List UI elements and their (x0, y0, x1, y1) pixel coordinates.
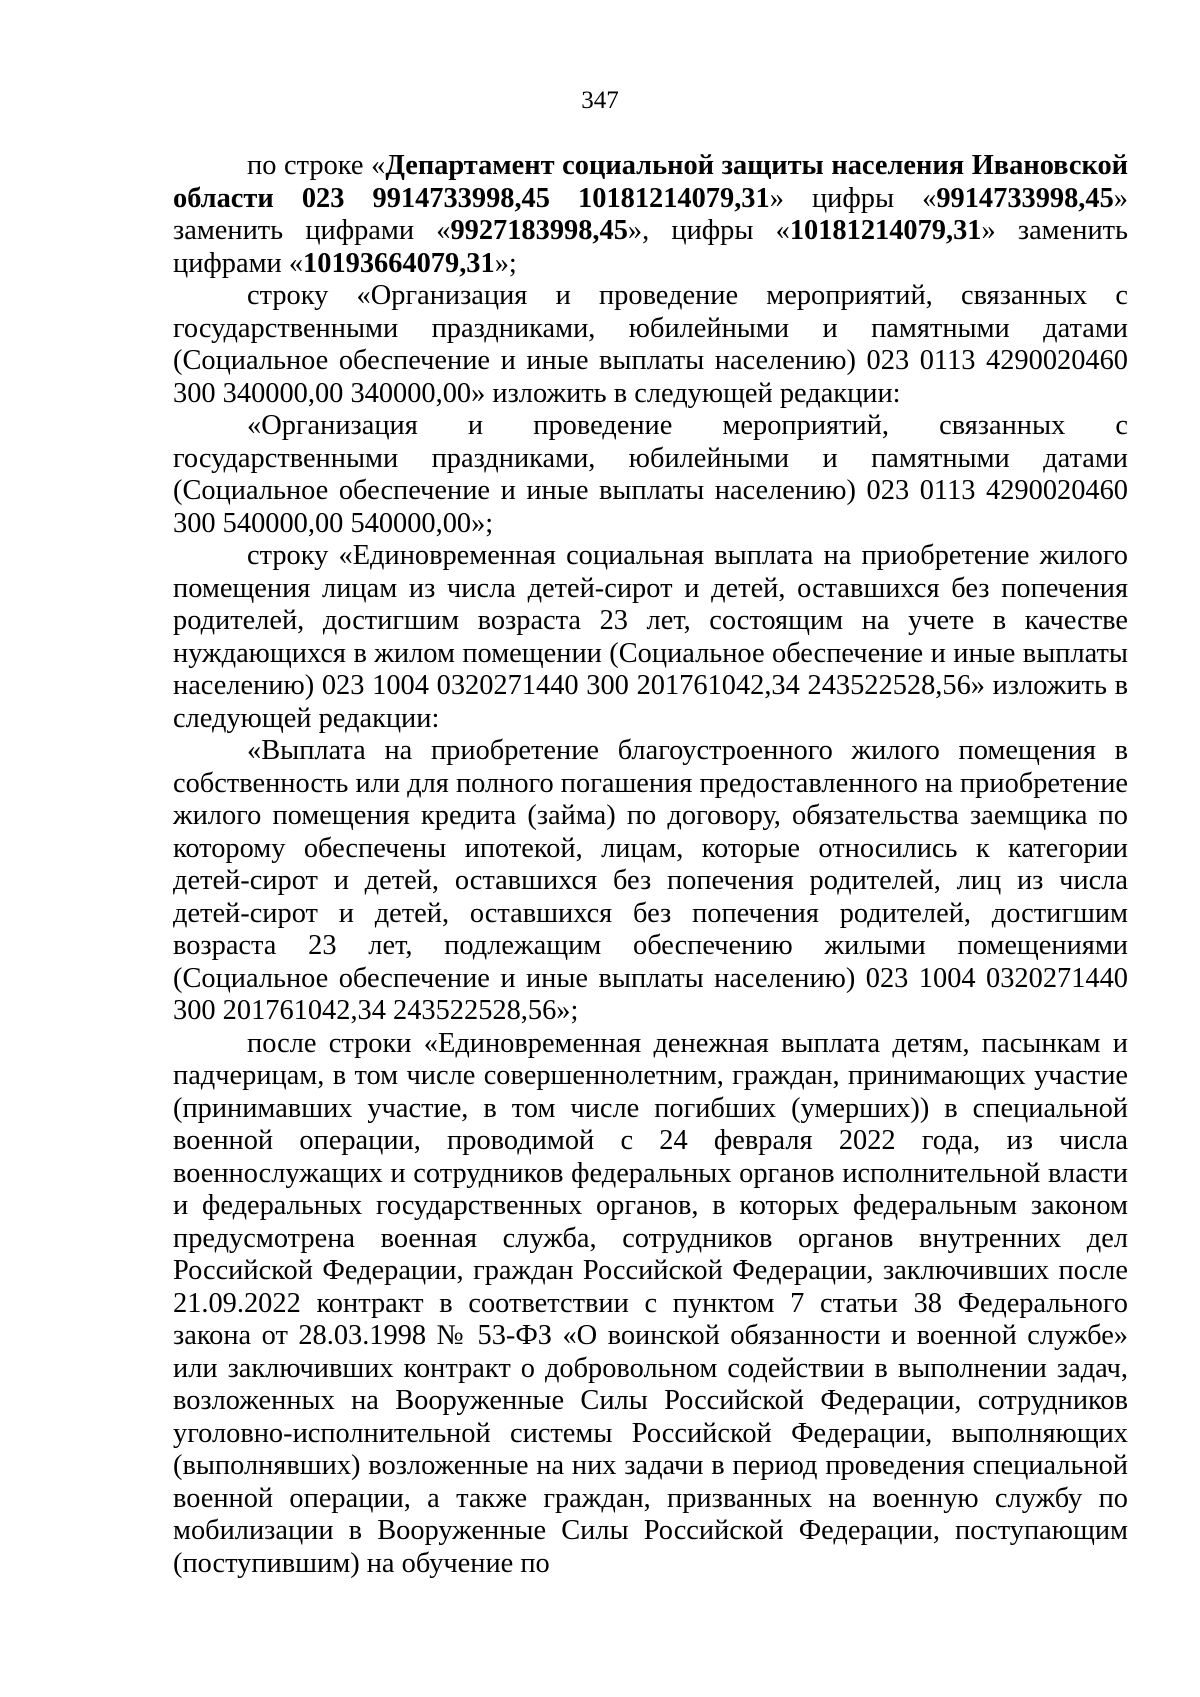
bold-fragment: 10181214079,31 (789, 215, 982, 246)
paragraph-housing-new-wording: «Выплата на приобретение благоустроенного жилого помещения в собственность или для полного погашения предоставленного на приобретение жилого помещения кредита (займа) по договору, обязательства заемщика по которому обеспечены ипотекой, лицам, которые относились к категории детей-сирот и детей, оставшихся без попечения родителей, лиц из числа детей-сирот и детей, оставшихся без попечения родителей, достигшим возраста 23 лет, подлежащим обеспечению жилыми помещениями (Социальное обеспечение и иные выплаты населению) 023 1004 0320271440 300 201761042,34 243522528,56»; (173, 735, 1128, 1026)
text-fragment: », цифры « (627, 215, 790, 246)
paragraph-department-amendment (173, 150, 1128, 280)
document-body (173, 150, 1128, 1580)
page-number: 347 (581, 87, 619, 114)
paragraph-housing-line: строку «Единовременная социальная выплата на приобретение жилого помещения лицам из числа детей-сирот и детей, оставшихся без попечения родителей, достигшим возраста 23 лет, состоящим на учете в качестве нуждающихся в жилом помещении (Социальное обеспечение и иные выплаты населению) 023 1004 0320271440 300 201761042,34 243522528,56» изложить в следующей редакции: (173, 540, 1128, 734)
text-fragment: » заменить цифрами « (173, 215, 1128, 279)
bold-fragment: Департамент социальной защиты населения Ивановской области 023 9914733998,45 10181214079,31 (173, 150, 1128, 214)
bold-fragment: 10193664079,31 (303, 247, 495, 279)
text-fragment: »; (494, 247, 517, 279)
paragraph-events-line: строку «Организация и проведение мероприятий, связанных с государственными праздниками, юбилейными и памятными датами (Социальное обеспечение и иные выплаты населению) 023 0113 4290020460 300 340000,00 340000,00» изложить в следующей редакции: (173, 280, 1128, 409)
bold-fragment: 9927183998,45 (450, 215, 628, 246)
bold-fragment: 9914733998,45 (936, 182, 1114, 214)
text-fragment: » цифры « (769, 182, 937, 214)
text-fragment: » заменить цифрами « (173, 182, 1128, 246)
text-fragment: по строке « (247, 150, 386, 181)
paragraph-events-new-wording: «Организация и проведение мероприятий, связанных с государственными праздниками, юбилейными и памятными датами (Социальное обеспечение и иные выплаты населению) 023 0113 4290020460 300 540000,00 540000,00»; (173, 410, 1128, 539)
paragraph-after-line: после строки «Единовременная денежная выплата детям, пасынкам и падчерицам, в том числе совершеннолетним, граждан, принимающих участие (принимавших участие, в том числе погибших (умерших)) в специальной военной операции, проводимой с 24 февраля 2022 года, из числа военнослужащих и сотрудников федеральных органов исполнительной власти и федеральных государственных органов, в которых федеральным законом предусмотрена военная служба, сотрудников органов внутренних дел Российской Федерации, граждан Российской Федерации, заключивших после 21.09.2022 контракт в соответствии с пунктом 7 статьи 38 Федерального закона от 28.03.1998 № 53-ФЗ «О воинской обязанности и военной службе» или заключивших контракт о добровольном содействии в выполнении задач, возложенных на Вооруженные Силы Российской Федерации, сотрудников уголовно-исполнительной системы Российской Федерации, выполняющих (выполнявших) возложенные на них задачи в период проведения специальной военной операции, а также граждан, призванных на военную службу по мобилизации в Вооруженные Силы Российской Федерации, поступающим (поступившим) на обучение по (173, 1027, 1128, 1579)
